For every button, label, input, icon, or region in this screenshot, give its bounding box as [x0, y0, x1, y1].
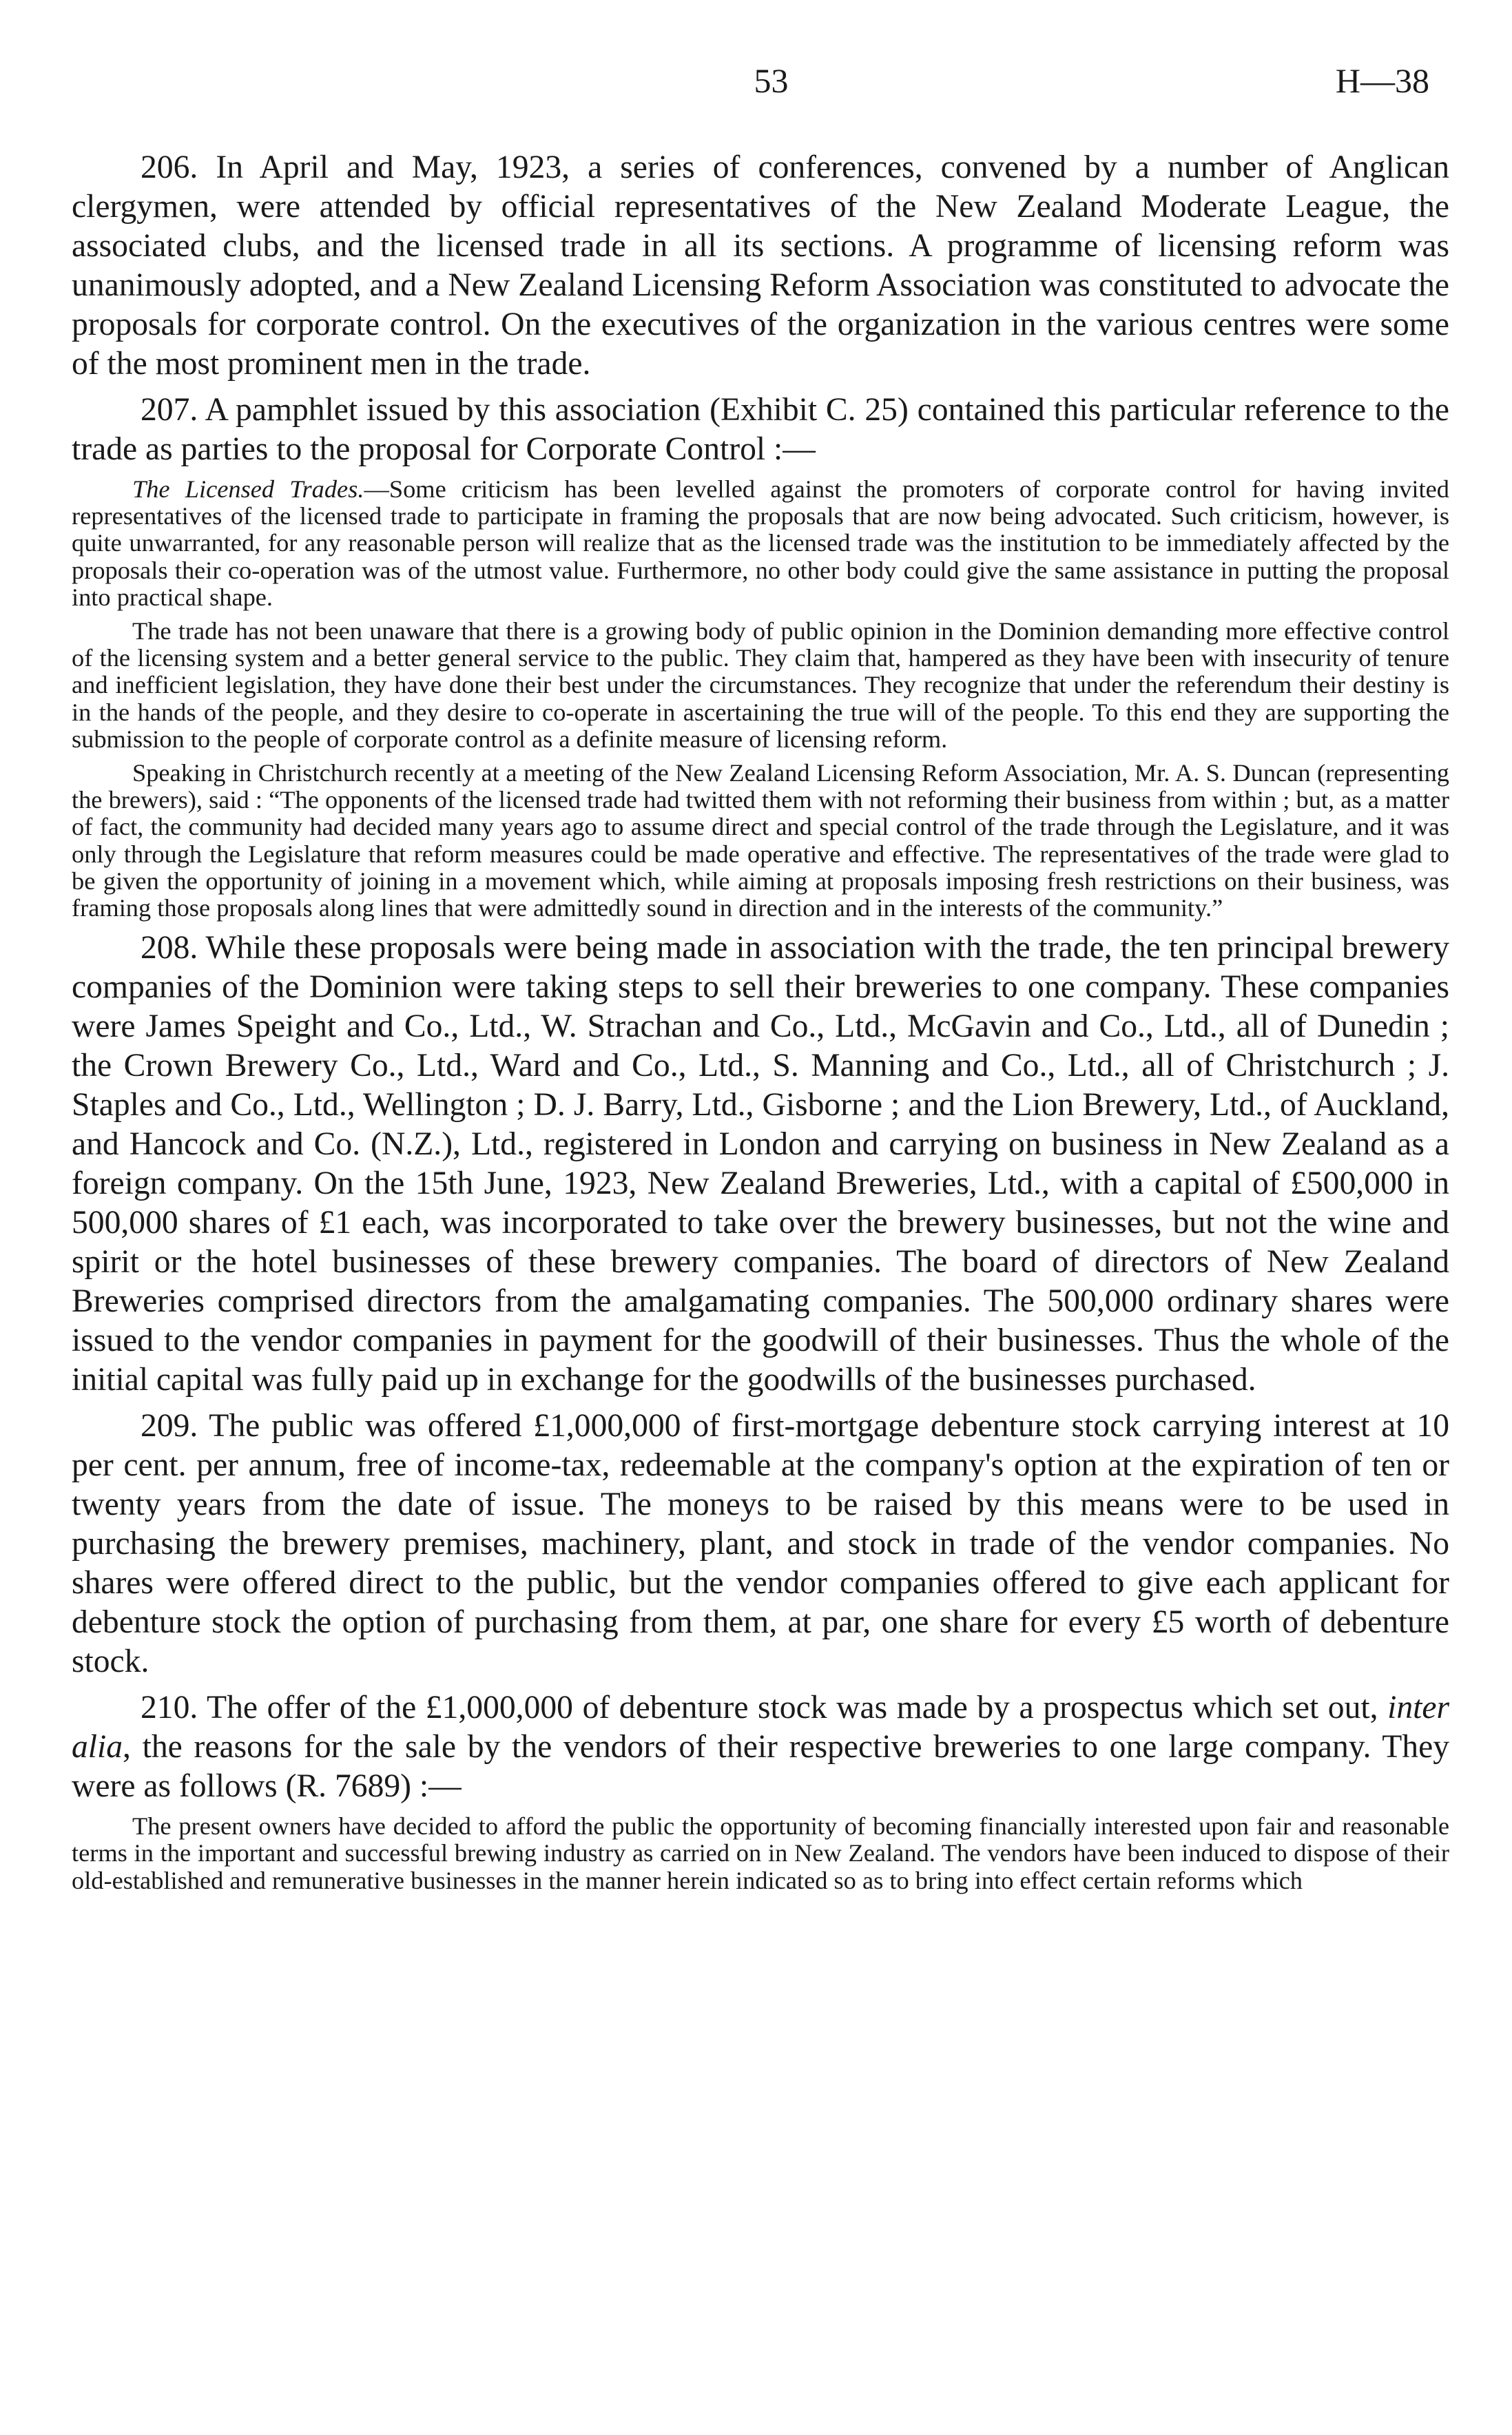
quote-paragraph-text: —Some criticism has been levelled against the promoters of corporate control for having invited representatives of the licensed trade to participate in framing the proposals that are now being advocated. Such criticism, however, is quite unwarranted, for any reasonable person will realize that as the licensed trade was the institution to be immediately affected by the proposals their co-operation was of the utmost value. Furthermore, no other body could give the same assistance in putting the proposal into practical shape. [72, 475, 1449, 611]
report-reference: H—38 [1335, 61, 1429, 100]
quote-paragraph-public-opinion: The trade has not been unaware that there is a growing body of public opinion in the Dominion demanding more effective control of the licensing system and a better general service to the public. They claim that, hampered as they have been with insecurity of tenure and inefficient legislation, they have done their best under the circumstances. They recognize that under the referendum their destiny is in the hands of the people, and they desire to co-operate in ascertaining the true will of the people. To this end they are supporting the submission to the people of corporate control as a definite measure of licensing reform. [72, 617, 1449, 753]
quote-prospectus-extract: The present owners have decided to afford the public the opportunity of becoming financially interested upon fair and reasonable terms in the important and successful brewing industry as carried on in New Zealand. The vendors have been induced to dispose of their old-established and remunerative businesses in the manner herein indicated so as to bring into effect certain reforms which [72, 1812, 1449, 1894]
paragraph-207: 207. A pamphlet issued by this association (Exhibit C. 25) contained this particular reference to the trade as parties to the proposal for Corporate Control :— [72, 392, 1449, 467]
quote-lead-heading: The Licensed Trades. [132, 475, 364, 503]
paragraph-210-text-start: 210. The offer of the £1,000,000 of debenture stock was made by a prospectus which set out, [141, 1690, 1388, 1726]
paragraph-208: 208. While these proposals were being made in association with the trade, the ten principal brewery companies of the Dominion were taking steps to sell their breweries to one company. These companies were James Speight and Co., Ltd., W. Strachan and Co., Ltd., McGavin and Co., Ltd., all of Dunedin ; the Crown Brewery Co., Ltd., Ward and Co., Ltd., S. Manning and Co., Ltd., all of Christchurch ; J. Staples and Co., Ltd., Wellington ; D. J. Barry, Ltd., Gisborne ; and the Lion Brewery, Ltd., of Auckland, and Hancock and Co. (N.Z.), Ltd., registered in London and carrying on business in New Zealand as a foreign company. On the 15th June, 1923, New Zealand Breweries, Ltd., with a capital of £500,000 in 500,000 shares of £1 each, was incorporated to take over the brewery businesses, but not the wine and spirit or the hotel businesses of these brewery companies. The board of directors of New Zealand Breweries comprised directors from the amalgamating companies. The 500,000 ordinary shares were issued to the vendor companies in payment for the goodwill of their businesses. Thus the whole of the initial capital was fully paid up in exchange for the goodwills of the businesses purchased. [72, 930, 1449, 1398]
document-body [72, 148, 1449, 1901]
paragraph-206: 206. In April and May, 1923, a series of conferences, convened by a number of Anglican clergymen, were attended by official representatives of the New Zealand Moderate League, the associated clubs, and the licensed trade in all its sections. A programme of licensing reform was unanimously adopted, and a New Zealand Licensing Reform Association was constituted to advocate the proposals for corporate control. On the executives of the organization in the various centres were some of the most prominent men in the trade. [72, 149, 1449, 382]
quote-paragraph-licensed-trades [72, 476, 1449, 611]
paragraph-210-text-end: , the reasons for the sale by the vendors of their respective breweries to one large company. They were as follows (R. 7689) :— [72, 1729, 1449, 1805]
paragraph-210-latin-phrase: inter alia [72, 1690, 1449, 1765]
page-number: 53 [754, 61, 789, 100]
paragraph-209: 209. The public was offered £1,000,000 of first-mortgage debenture stock carrying interest at 10 per cent. per annum, free of income-tax, redeemable at the company's option at the expiration of ten or twenty years from the date of issue. The moneys to be raised by this means were to be used in purchasing the brewery premises, machinery, plant, and stock in trade of the vendor companies. No shares were offered direct to the public, but the vendor companies offered to give each applicant for debenture stock the option of purchasing from them, at par, one share for every £5 worth of debenture stock. [72, 1408, 1449, 1680]
page-header [72, 61, 1471, 116]
quote-paragraph-duncan-speech: Speaking in Christchurch recently at a meeting of the New Zealand Licensing Reform Association, Mr. A. S. Duncan (representing the brewers), said : “The opponents of the licensed trade had twitted them with not reforming their business from within ; but, as a matter of fact, the community had decided many years ago to assume direct and special control of the trade through the Legislature, and it was only through the Legislature that reform measures could be made operative and effective. The representatives of the trade were glad to be given the opportunity of joining in a movement which, while aiming at proposals imposing fresh restrictions on their business, was framing those proposals along lines that were admittedly sound in direction and in the interests of the community.” [72, 759, 1449, 922]
quoted-pamphlet-extract [72, 476, 1449, 922]
paragraph-210 [72, 1688, 1449, 1806]
